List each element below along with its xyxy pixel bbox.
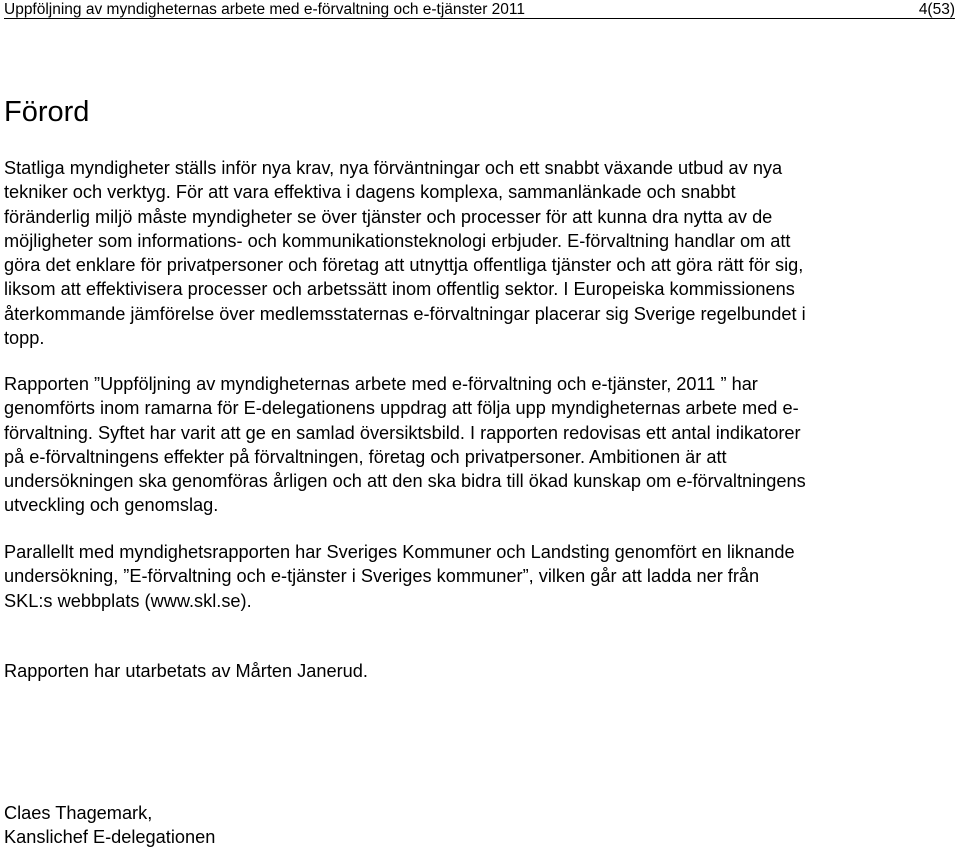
paragraph-line: utveckling och genomslag.: [4, 495, 219, 516]
paragraph-report: [4, 372, 954, 518]
paragraph-parallel: [4, 540, 954, 613]
document-title: Uppföljning av myndigheternas arbete med e-förvaltning och e-tjänster 2011: [4, 1, 525, 18]
paragraph-line: återkommande jämförelse över medlemsstaternas e-förvaltningar placerar sig Sverige regelbundet i: [4, 303, 806, 324]
paragraph-line: förvaltning. Syftet har varit att ge en samlad översiktsbild. I rapporten redovisas ett antal indikatorer: [4, 422, 801, 443]
paragraph-line: göra det enklare för privatpersoner och företag att utnyttja offentliga tjänster och att göra rätt för sig,: [4, 255, 804, 276]
paragraph-line: tekniker och verktyg. För att vara effektiva i dagens komplexa, sammanlänkade och snabbt: [4, 182, 736, 203]
paragraph-intro: [4, 156, 954, 350]
paragraph-author: [4, 659, 954, 683]
paragraph-line: SKL:s webbplats (www.skl.se).: [4, 590, 252, 611]
page-number: 4(53): [918, 1, 955, 18]
paragraph-line: på e-förvaltningens effekter på förvaltningen, företag och privatpersoner. Ambitionen är att: [4, 446, 727, 467]
paragraph-line: undersökningen ska genomföras årligen och att den ska bidra till ökad kunskap om e-förvaltningens: [4, 471, 806, 492]
paragraph-line: Rapporten har utarbetats av Mårten Janerud.: [4, 661, 368, 681]
paragraph-line: liksom att effektivisera processer och arbetssätt inom offentlig sektor. I Europeiska kommissionens: [4, 279, 795, 300]
page-header: [4, 0, 955, 20]
paragraph-line: Parallellt med myndighetsrapporten har Sveriges Kommuner och Landsting genomfört en liknande: [4, 542, 795, 562]
paragraph-line: Statliga myndigheter ställs inför nya krav, nya förväntningar och ett snabbt växande utbud av nya: [4, 158, 783, 178]
section-heading: Förord: [4, 96, 90, 128]
paragraph-line: genomförts inom ramarna för E-delegationens uppdrag att följa upp myndigheternas arbete med e-: [4, 398, 799, 419]
paragraph-line: möjligheter som informations- och kommunikationsteknologi erbjuder. E-förvaltning handlar om att: [4, 230, 791, 251]
paragraph-line: Rapporten ”Uppföljning av myndigheternas arbete med e-förvaltning och e-tjänster, 2011 ” har: [4, 374, 758, 394]
paragraph-line: topp.: [4, 328, 45, 349]
signature-name: Claes Thagemark,: [4, 803, 153, 823]
signature-role: Kanslichef E-delegationen: [4, 827, 216, 848]
paragraph-line: föränderlig miljö måste myndigheter se över tjänster och processer för att kunna dra nytta av de: [4, 206, 773, 227]
paragraph-line: undersökning, ”E-förvaltning och e-tjänster i Sveriges kommuner”, vilken går att ladda ner från: [4, 566, 760, 587]
signature-block: [4, 801, 954, 850]
header-rule: [4, 18, 955, 19]
